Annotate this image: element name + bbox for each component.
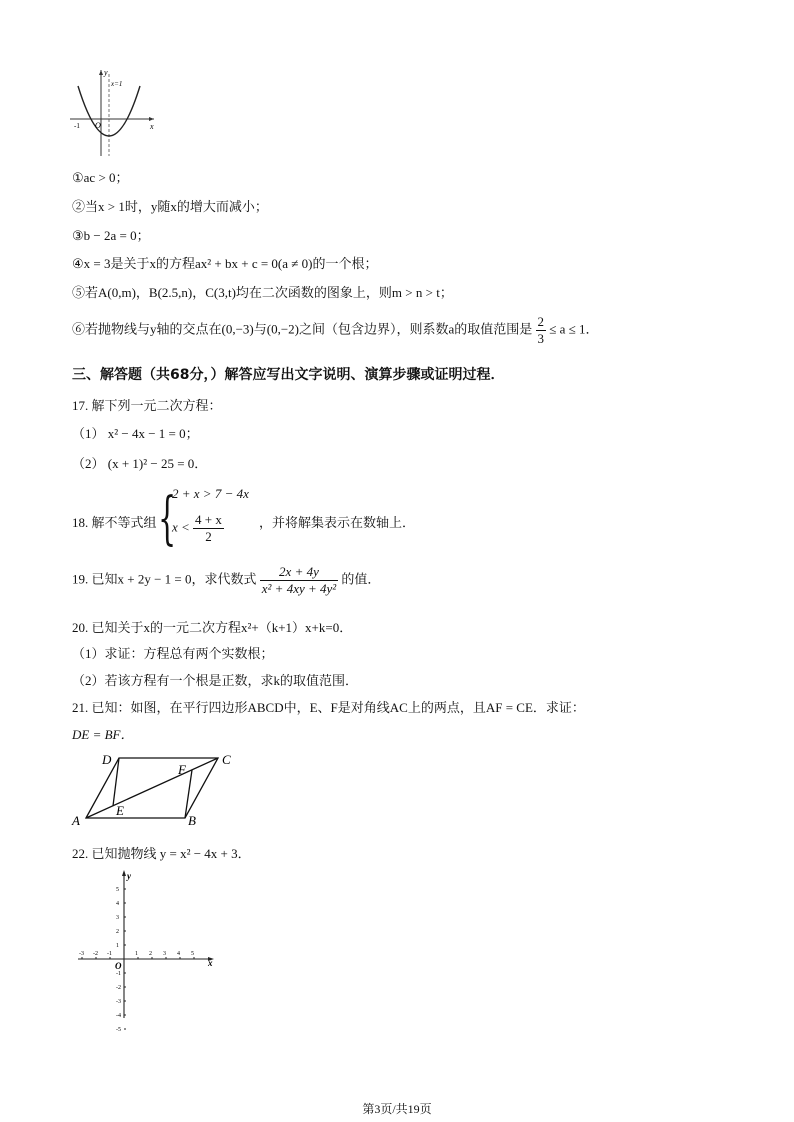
x-tick-label: 5 [191,951,194,957]
statement-6 [72,314,599,348]
statement-5: ⑤若A(0,m)，B(2.5,n)，C(3,t)均在二次函数的图象上，则m > n > t； [72,285,453,300]
fraction-numerator: 2 [536,314,547,331]
point-label-e: E [116,803,124,818]
q19-suffix: 的值． [341,571,381,587]
x-tick-label: -3 [79,951,84,957]
y-tick-label: 1 [116,943,119,949]
q20-part2: （2）若该方程有一个根是正数，求k的取值范围． [72,673,359,688]
x-tick-label: -1 [107,951,112,957]
statement-3: ③b − 2a = 0； [72,228,150,243]
statement-1: ①ac > 0； [72,170,129,185]
section-3-heading: 三、解答题（共68分，）解答应写出文字说明、演算步骤或证明过程． [72,367,505,383]
statement-2: ②当x > 1时，y随x的增大而减小； [72,199,268,214]
statement-6-fraction [536,314,547,348]
x-axis-label: x [150,122,154,131]
statement-4: ④x = 3是关于x的方程ax² + bx + c = 0(a ≠ 0)的一个根； [72,256,378,271]
q22-x-axis-label: x [208,958,213,968]
vertex-label-d: D [102,752,112,767]
q18-inequality-2-left: x < [172,519,190,535]
y-axis-label: y [104,68,108,77]
q18-fraction [193,512,224,546]
point-label-f: F [178,762,186,777]
x-tick-label: 1 [135,951,138,957]
page-footer: 第3页/共19页 [362,1102,432,1116]
q22-y-axis-label: y [127,871,131,881]
y-tick-label: -2 [116,985,121,991]
q18-inequality-2 [172,512,224,546]
y-tick-label: 4 [116,901,119,907]
q20-part1: （1）求证：方程总有两个实数根； [72,646,274,661]
q19-prefix: 19. 已知x + 2y − 1 = 0，求代数式 [72,571,257,587]
fraction-denominator: 3 [537,331,544,347]
q21-title: 21. 已知：如图，在平行四边形ABCD中，E、F是对角线AC上的两点，且AF = CE．求证： [72,700,585,715]
q17-title: 17. 解下列一元二次方程： [72,398,222,413]
parabola-sketch-figure [68,66,160,160]
vertex-label-a: A [72,813,80,828]
axis-of-symmetry-label: x=1 [111,80,123,88]
x-tick-label: -2 [93,951,98,957]
y-tick-label: -1 [116,971,121,977]
q22-title: 22. 已知抛物线 y = x² − 4x + 3． [72,846,251,861]
q17-part2: （2） (x + 1)² − 25 = 0． [72,456,208,471]
y-tick-label: -3 [116,999,121,1005]
q19 [72,564,380,598]
statement-6-tail: ≤ a ≤ 1． [549,321,599,337]
parallelogram-figure [66,746,246,830]
q18-fraction-numerator: 4 + x [193,512,224,529]
y-tick-label: -5 [116,1027,121,1033]
q19-numerator: 2x + 4y [260,564,338,581]
q18-fraction-denominator: 2 [205,529,212,545]
x-tick-label: 4 [177,951,180,957]
q21-conclusion: DE = BF． [72,727,134,742]
system-brace: { [158,485,177,552]
q20-title: 20. 已知关于x的一元二次方程x²+（k+1）x+k=0． [72,620,353,635]
y-tick-label: -4 [116,1013,121,1019]
statement-6-text: ⑥若抛物线与y轴的交点在(0,−3)与(0,−2)之间（包含边界），则系数a的取值范围是 [72,321,533,337]
q18-suffix: ，并将解集表示在数轴上． [259,515,416,530]
y-tick-label: 3 [116,915,119,921]
vertex-label-c: C [222,752,231,767]
origin-label: O [95,121,101,130]
q18-inequality-1: 2 + x > 7 − 4x [172,486,249,501]
x-tick-label: 3 [163,951,166,957]
q17-part1: （1） x² − 4x − 1 = 0； [72,426,199,441]
vertex-label-b: B [188,813,196,828]
q18-prefix: 18. 解不等式组 [72,515,157,530]
q19-fraction [260,564,338,598]
q22-origin-label: O [115,961,122,971]
q19-denominator: x² + 4xy + 4y² [261,581,337,597]
x-tick-label: 2 [149,951,152,957]
coordinate-grid-figure [74,868,224,1033]
y-tick-label: 5 [116,887,119,893]
y-tick-label: 2 [116,929,119,935]
neg-one-label: -1 [74,122,80,130]
